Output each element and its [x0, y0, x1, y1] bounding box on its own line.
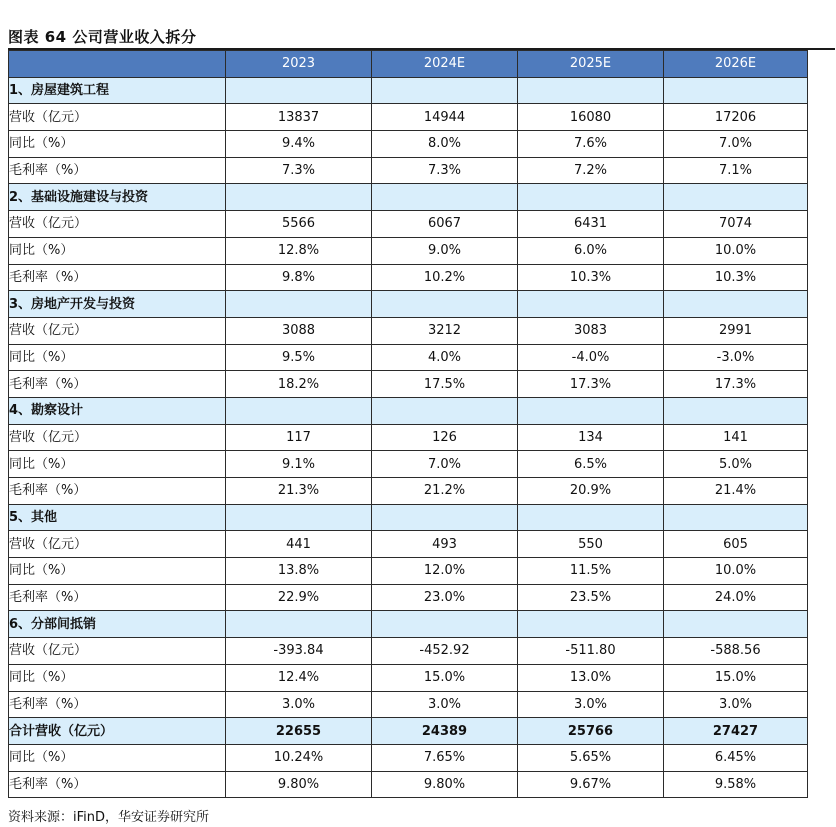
value-cell: 6067	[372, 211, 518, 238]
value-cell: 3088	[226, 317, 372, 344]
value-cell: 10.3%	[664, 264, 808, 291]
header-corner-cell	[9, 51, 226, 78]
value-cell	[518, 291, 664, 318]
value-cell	[226, 611, 372, 638]
header-year: 2024E	[372, 51, 518, 78]
header-year: 2023	[226, 51, 372, 78]
value-cell: 7.65%	[372, 744, 518, 771]
value-cell: 7.0%	[664, 131, 808, 158]
table-row	[9, 771, 808, 798]
value-cell: 605	[664, 531, 808, 558]
value-cell	[226, 397, 372, 424]
header-year: 2026E	[664, 51, 808, 78]
value-cell	[664, 397, 808, 424]
value-cell	[226, 504, 372, 531]
value-cell: 15.0%	[664, 664, 808, 691]
section-row	[9, 184, 808, 211]
value-cell: 6431	[518, 211, 664, 238]
value-cell	[226, 184, 372, 211]
value-cell: 9.8%	[226, 264, 372, 291]
value-cell: 550	[518, 531, 664, 558]
value-cell: 10.2%	[372, 264, 518, 291]
value-cell: 9.4%	[226, 131, 372, 158]
table-row	[9, 531, 808, 558]
row-label: 营收（亿元）	[9, 638, 226, 665]
table-row	[9, 691, 808, 718]
value-cell	[372, 397, 518, 424]
value-cell: -4.0%	[518, 344, 664, 371]
row-label: 营收（亿元）	[9, 317, 226, 344]
value-cell: 18.2%	[226, 371, 372, 398]
value-cell: 17.5%	[372, 371, 518, 398]
value-cell	[372, 184, 518, 211]
row-label: 毛利率（%）	[9, 264, 226, 291]
value-cell: 16080	[518, 104, 664, 131]
value-cell: 3083	[518, 317, 664, 344]
value-cell: 17206	[664, 104, 808, 131]
value-cell: 4.0%	[372, 344, 518, 371]
row-label: 同比（%）	[9, 664, 226, 691]
figure-title: 图表 64 公司营业收入拆分	[8, 28, 197, 46]
row-label: 营收（亿元）	[9, 211, 226, 238]
value-cell: 134	[518, 424, 664, 451]
table-body	[9, 77, 808, 798]
value-cell: 20.9%	[518, 478, 664, 505]
row-label: 营收（亿元）	[9, 531, 226, 558]
value-cell	[518, 77, 664, 104]
source-note: 资料来源：iFinD，华安证券研究所	[8, 810, 210, 825]
row-label: 同比（%）	[9, 131, 226, 158]
value-cell	[664, 611, 808, 638]
value-cell: 5.65%	[518, 744, 664, 771]
section-row	[9, 397, 808, 424]
row-label: 5、其他	[9, 504, 226, 531]
value-cell: 10.3%	[518, 264, 664, 291]
table-row	[9, 317, 808, 344]
value-cell: 23.0%	[372, 584, 518, 611]
value-cell: 13.0%	[518, 664, 664, 691]
table-row	[9, 344, 808, 371]
row-label: 2、基础设施建设与投资	[9, 184, 226, 211]
table-row	[9, 371, 808, 398]
value-cell	[372, 504, 518, 531]
value-cell: 14944	[372, 104, 518, 131]
table-row	[9, 744, 808, 771]
value-cell: 7.6%	[518, 131, 664, 158]
value-cell: 24.0%	[664, 584, 808, 611]
value-cell: 9.67%	[518, 771, 664, 798]
value-cell: 10.0%	[664, 558, 808, 585]
value-cell	[518, 611, 664, 638]
value-cell: 493	[372, 531, 518, 558]
value-cell: 25766	[518, 718, 664, 745]
value-cell: 8.0%	[372, 131, 518, 158]
value-cell: -511.80	[518, 638, 664, 665]
row-label: 同比（%）	[9, 451, 226, 478]
table-row	[9, 558, 808, 585]
row-label: 同比（%）	[9, 344, 226, 371]
value-cell	[226, 291, 372, 318]
value-cell: 9.80%	[372, 771, 518, 798]
value-cell: 3212	[372, 317, 518, 344]
table-row	[9, 104, 808, 131]
section-row	[9, 611, 808, 638]
section-row	[9, 291, 808, 318]
value-cell: 22.9%	[226, 584, 372, 611]
row-label: 毛利率（%）	[9, 691, 226, 718]
row-label: 3、房地产开发与投资	[9, 291, 226, 318]
table-row	[9, 638, 808, 665]
value-cell	[226, 77, 372, 104]
value-cell: 141	[664, 424, 808, 451]
value-cell: 24389	[372, 718, 518, 745]
value-cell: -3.0%	[664, 344, 808, 371]
value-cell: 15.0%	[372, 664, 518, 691]
value-cell: 117	[226, 424, 372, 451]
value-cell: 7.1%	[664, 157, 808, 184]
value-cell: 10.24%	[226, 744, 372, 771]
value-cell: 9.1%	[226, 451, 372, 478]
value-cell: 9.5%	[226, 344, 372, 371]
section-row	[9, 77, 808, 104]
value-cell: 11.5%	[518, 558, 664, 585]
value-cell: 22655	[226, 718, 372, 745]
value-cell: 5.0%	[664, 451, 808, 478]
value-cell: 12.0%	[372, 558, 518, 585]
value-cell: 13837	[226, 104, 372, 131]
value-cell: 3.0%	[664, 691, 808, 718]
value-cell: 3.0%	[372, 691, 518, 718]
row-label: 同比（%）	[9, 237, 226, 264]
row-label: 毛利率（%）	[9, 371, 226, 398]
value-cell: 7.3%	[372, 157, 518, 184]
table-row	[9, 237, 808, 264]
row-label: 毛利率（%）	[9, 478, 226, 505]
value-cell: 2991	[664, 317, 808, 344]
table-row	[9, 664, 808, 691]
table-row	[9, 157, 808, 184]
value-cell: 7.0%	[372, 451, 518, 478]
row-label: 营收（亿元）	[9, 424, 226, 451]
value-cell: -452.92	[372, 638, 518, 665]
value-cell: 3.0%	[518, 691, 664, 718]
table-row	[9, 131, 808, 158]
value-cell	[372, 611, 518, 638]
table-row	[9, 264, 808, 291]
value-cell	[664, 504, 808, 531]
row-label: 毛利率（%）	[9, 771, 226, 798]
value-cell: 27427	[664, 718, 808, 745]
table-row	[9, 584, 808, 611]
value-cell: 126	[372, 424, 518, 451]
row-label: 毛利率（%）	[9, 584, 226, 611]
value-cell: 441	[226, 531, 372, 558]
row-label: 合计营收（亿元）	[9, 718, 226, 745]
value-cell: 5566	[226, 211, 372, 238]
value-cell: -588.56	[664, 638, 808, 665]
value-cell: 12.8%	[226, 237, 372, 264]
value-cell: 7.2%	[518, 157, 664, 184]
row-label: 同比（%）	[9, 744, 226, 771]
value-cell: 9.0%	[372, 237, 518, 264]
value-cell	[664, 184, 808, 211]
value-cell	[518, 397, 664, 424]
table-row	[9, 424, 808, 451]
total-row	[9, 718, 808, 745]
value-cell	[664, 291, 808, 318]
header-year: 2025E	[518, 51, 664, 78]
value-cell: 7074	[664, 211, 808, 238]
value-cell: 10.0%	[664, 237, 808, 264]
value-cell: 6.5%	[518, 451, 664, 478]
value-cell: -393.84	[226, 638, 372, 665]
value-cell: 9.80%	[226, 771, 372, 798]
value-cell: 17.3%	[664, 371, 808, 398]
value-cell: 21.3%	[226, 478, 372, 505]
row-label: 营收（亿元）	[9, 104, 226, 131]
table-row	[9, 211, 808, 238]
value-cell: 13.8%	[226, 558, 372, 585]
row-label: 毛利率（%）	[9, 157, 226, 184]
value-cell: 6.0%	[518, 237, 664, 264]
row-label: 同比（%）	[9, 558, 226, 585]
value-cell: 6.45%	[664, 744, 808, 771]
revenue-breakdown-table	[8, 50, 808, 798]
section-row	[9, 504, 808, 531]
row-label: 4、勘察设计	[9, 397, 226, 424]
value-cell: 3.0%	[226, 691, 372, 718]
row-label: 6、分部间抵销	[9, 611, 226, 638]
value-cell: 7.3%	[226, 157, 372, 184]
value-cell: 12.4%	[226, 664, 372, 691]
value-cell	[664, 77, 808, 104]
value-cell	[372, 77, 518, 104]
value-cell: 21.2%	[372, 478, 518, 505]
value-cell	[518, 504, 664, 531]
value-cell: 21.4%	[664, 478, 808, 505]
table-row	[9, 451, 808, 478]
value-cell	[518, 184, 664, 211]
value-cell: 23.5%	[518, 584, 664, 611]
row-label: 1、房屋建筑工程	[9, 77, 226, 104]
header-row	[9, 51, 808, 78]
value-cell: 9.58%	[664, 771, 808, 798]
value-cell	[372, 291, 518, 318]
table-row	[9, 478, 808, 505]
value-cell: 17.3%	[518, 371, 664, 398]
